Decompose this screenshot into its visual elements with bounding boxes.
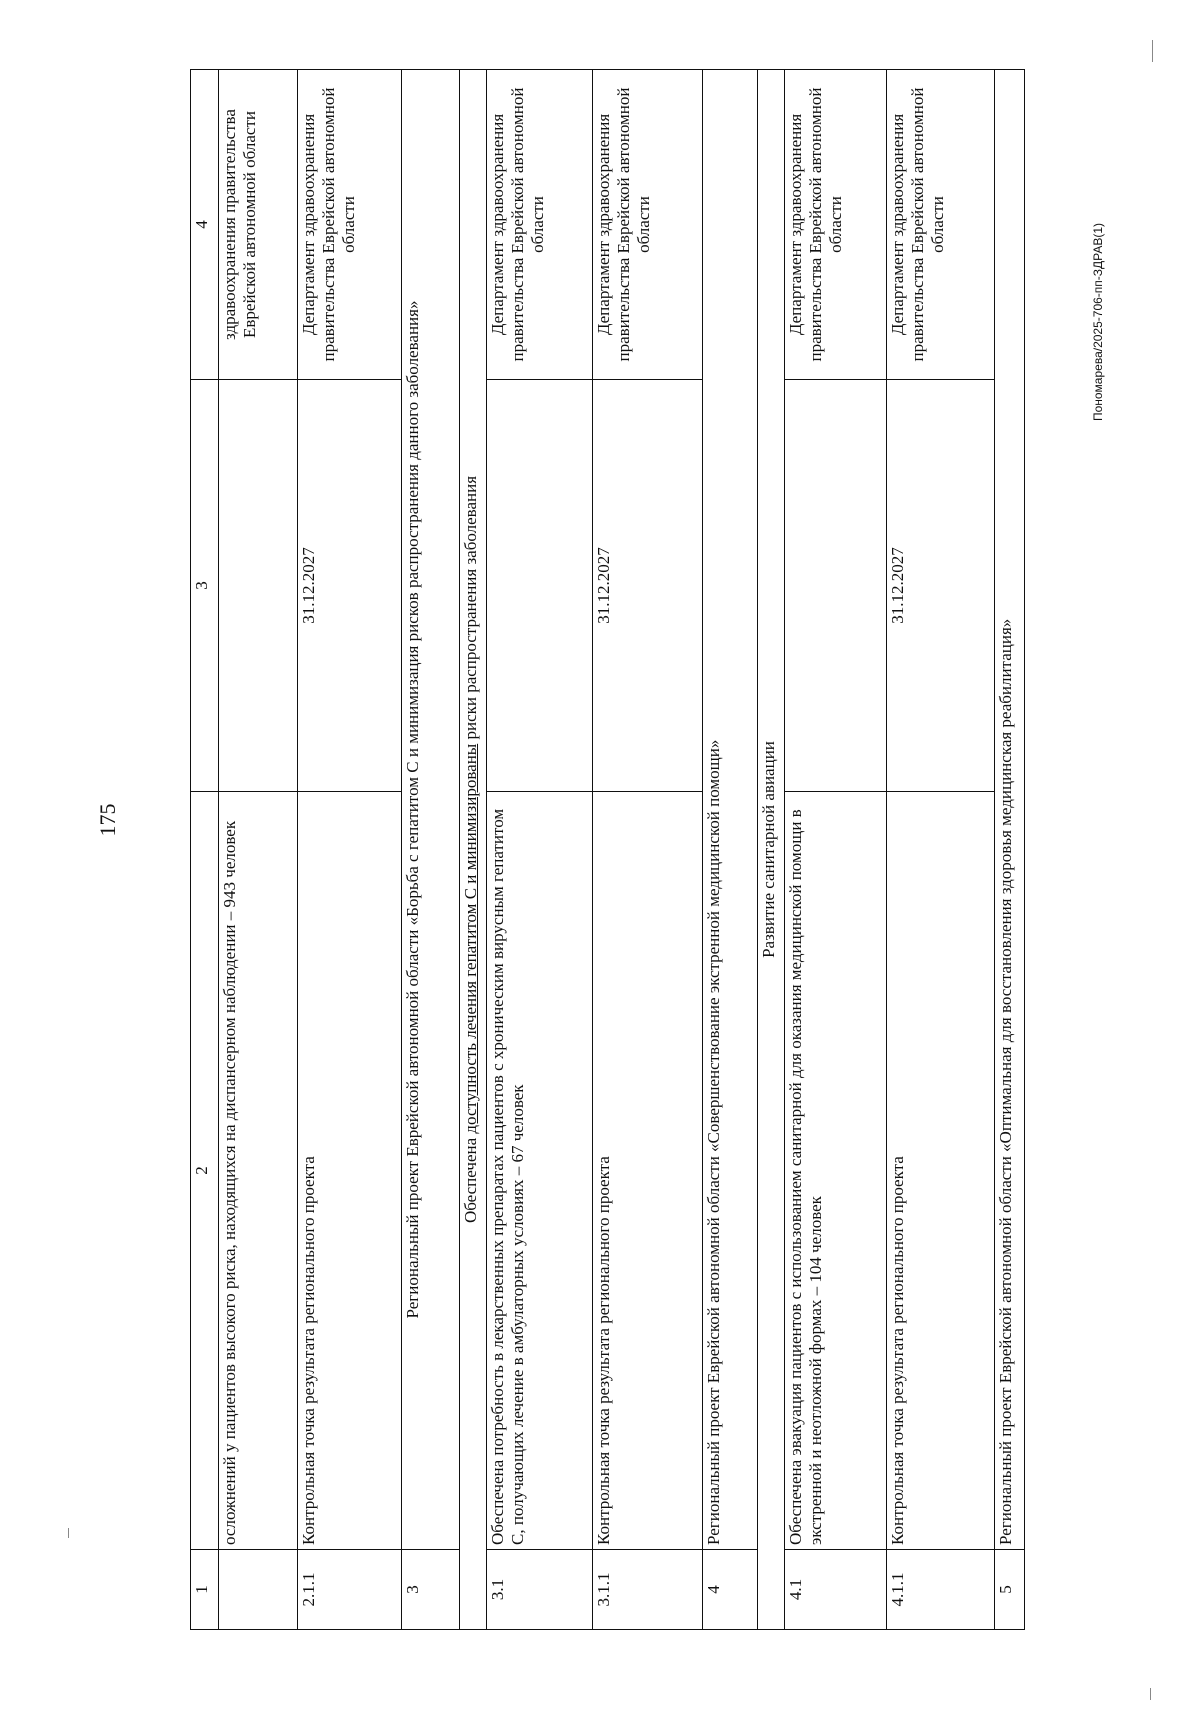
project-title: Региональный проект Еврейской автономной области «Совершенствование экстренной медицинской помощи» bbox=[702, 70, 757, 1550]
row-number: 3.1 bbox=[487, 1550, 593, 1630]
row-date: 31.12.2027 bbox=[887, 380, 994, 792]
row-responsible: здравоохранения правительства Еврейской автономной области bbox=[219, 70, 298, 380]
table-row bbox=[593, 70, 702, 1630]
row-responsible: Департамент здравоохранения правительства Еврейской автономной области bbox=[487, 70, 593, 380]
row-date bbox=[785, 380, 887, 792]
project-row bbox=[401, 70, 459, 1630]
project-row bbox=[994, 70, 1024, 1630]
table-header-row bbox=[191, 70, 219, 1630]
row-date bbox=[219, 380, 298, 792]
row-name: Обеспечена потребность в лекарственных препаратах пациентов с хроническим вирусным гепатитом С, получающих лечение в амбулаторных условиях – 67 человек bbox=[487, 792, 593, 1550]
row-date: 31.12.2027 bbox=[298, 380, 401, 792]
row-number: 3 bbox=[401, 1550, 459, 1630]
project-title: Региональный проект Еврейской автономной области «Оптимальная для восстановления здоровья медицинская реабилитация» bbox=[994, 70, 1024, 1550]
row-responsible: Департамент здравоохранения правительства Еврейской автономной области bbox=[887, 70, 994, 380]
header-col-3: 3 bbox=[191, 380, 219, 792]
scan-mark-left bbox=[68, 1528, 69, 1538]
section-row bbox=[459, 70, 486, 1630]
section-title bbox=[459, 70, 486, 1630]
row-name: Контрольная точка результата регионального проекта bbox=[593, 792, 702, 1550]
row-number: 5 bbox=[994, 1550, 1024, 1630]
header-col-1: 1 bbox=[191, 1550, 219, 1630]
section-title: Развитие санитарной авиации bbox=[758, 70, 785, 1630]
page-number: 175 bbox=[95, 803, 120, 837]
row-responsible: Департамент здравоохранения правительства Еврейской автономной области bbox=[785, 70, 887, 380]
row-name: Обеспечена эвакуация пациентов с использованием санитарной для оказания медицинской помощи в экстренной и неотложной формах – 104 человек bbox=[785, 792, 887, 1550]
section-row bbox=[758, 70, 785, 1630]
row-name: осложнений у пациентов высокого риска, находящихся на диспансерном наблюдении – 943 человек bbox=[219, 792, 298, 1550]
scan-mark-top bbox=[1152, 40, 1153, 62]
row-responsible: Департамент здравоохранения правительства Еврейской автономной области bbox=[593, 70, 702, 380]
footer-document-code: Пономарева/2025-706-пп-ЗДРАВ(1) bbox=[1091, 222, 1105, 422]
row-number: 4 bbox=[702, 1550, 757, 1630]
row-number: 4.1.1 bbox=[887, 1550, 994, 1630]
section-text-a: Обеспечена bbox=[460, 1137, 480, 1224]
row-responsible: Департамент здравоохранения правительства Еврейской автономной области bbox=[298, 70, 401, 380]
row-date: 31.12.2027 bbox=[593, 380, 702, 792]
table-row bbox=[785, 70, 887, 1630]
row-name: Контрольная точка результата регионального проекта bbox=[298, 792, 401, 1550]
scan-mark-bottom bbox=[1150, 1688, 1151, 1700]
header-col-4: 4 bbox=[191, 70, 219, 380]
row-number: 2.1.1 bbox=[298, 1550, 401, 1630]
row-number: 4.1 bbox=[785, 1550, 887, 1630]
project-title: Региональный проект Еврейской автономной области «Борьба с гепатитом С и минимизация рисков распространения данного заболевания» bbox=[401, 70, 459, 1550]
table-row bbox=[219, 70, 298, 1630]
section-text-b: риски распространения заболевания bbox=[460, 475, 480, 740]
plan-table bbox=[190, 69, 1025, 1630]
table-row bbox=[887, 70, 994, 1630]
header-col-2: 2 bbox=[191, 792, 219, 1550]
row-number: 3.1.1 bbox=[593, 1550, 702, 1630]
section-text-underlined: доступность лечения гепатитом С и минимизированы bbox=[460, 743, 480, 1134]
table-row bbox=[298, 70, 401, 1630]
row-name: Контрольная точка результата регионального проекта bbox=[887, 792, 994, 1550]
table-row bbox=[487, 70, 593, 1630]
row-date bbox=[487, 380, 593, 792]
row-number bbox=[219, 1550, 298, 1630]
project-row bbox=[702, 70, 757, 1630]
